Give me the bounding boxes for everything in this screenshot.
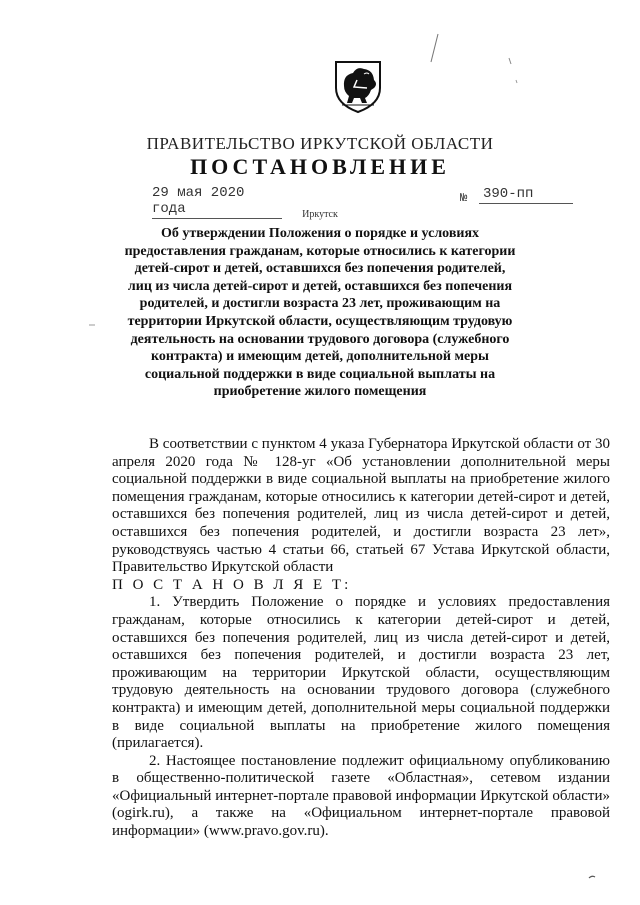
irkutsk-coat-of-arms-icon (330, 58, 386, 114)
resolves-heading: П О С Т А Н О В Л Я Е Т: (112, 576, 352, 593)
decree-number: 390-пп (479, 186, 573, 204)
city-name: Иркутск (302, 209, 338, 220)
item-paragraph: 1. Утвердить Положение о порядке и условиях предоставления гражданам, которые относились к категории детей-сирот и детей, оставшихся без попечения родителей, лиц из числа детей-сирот и детей, оставшихся без попечения родителей, и достигли возраста 23 лет, проживающим на территории Иркутской области, осуществляющим трудовую деятельность на основании трудового договора (служебного контракта) и имеющим детей, дополнительной меры социальной поддержки в виде социальной выплаты на приобретение жилого помещения (прилагается). (112, 594, 610, 752)
preamble-paragraph: В соответствии с пунктом 4 указа Губернатора Иркутской области от 30 апреля 2020 года № 128-уг «Об установлении дополнительной меры социальной поддержки в виде социальной выплаты на приобретение жилого помещения гражданам, которые относились к категории детей-сирот и детей, оставшихся без попечения родителей, лиц из числа детей-сирот и детей, оставшихся без попечения родителей, и достигли возраста 23 лет», руководствуясь частью 4 статьи 66, статьей 67 Устава Иркутской области, Правительство Иркутской области (112, 436, 610, 576)
document-type-heading: ПОСТАНОВЛЕНИЕ (190, 154, 450, 179)
government-name: ПРАВИТЕЛЬСТВО ИРКУТСКОЙ ОБЛАСТИ (146, 134, 494, 153)
item-paragraph: 2. Настоящее постановление подлежит официальному опубликованию в общественно-политической газете «Областная», сетевом издании «Официальный интернет-портале правовой информации Иркутской области» (ogirk.ru), а также на «Официальном интернет-портале правовой информации» (www.pravo.gov.ru). (112, 752, 610, 840)
number-sign: № (460, 191, 468, 205)
decree-date: 29 мая 2020 года (152, 185, 282, 219)
document-subject: Об утверждении Положения о порядке и условиях предоставления гражданам, которые относились к категории детей-сирот и детей, оставшихся без попечения родителей, лиц из числа детей-сирот и детей, оставшихся без попечения родителей, и достигли возраста 23 лет, проживающим на территории Иркутской области, осуществляющим трудовую деятельность на основании трудового договора (служебного контракта) и имеющим детей, дополнительной меры социальной поддержки в виде социальной выплаты на приобретение жилого помещения (124, 226, 516, 400)
document-body (112, 436, 610, 841)
